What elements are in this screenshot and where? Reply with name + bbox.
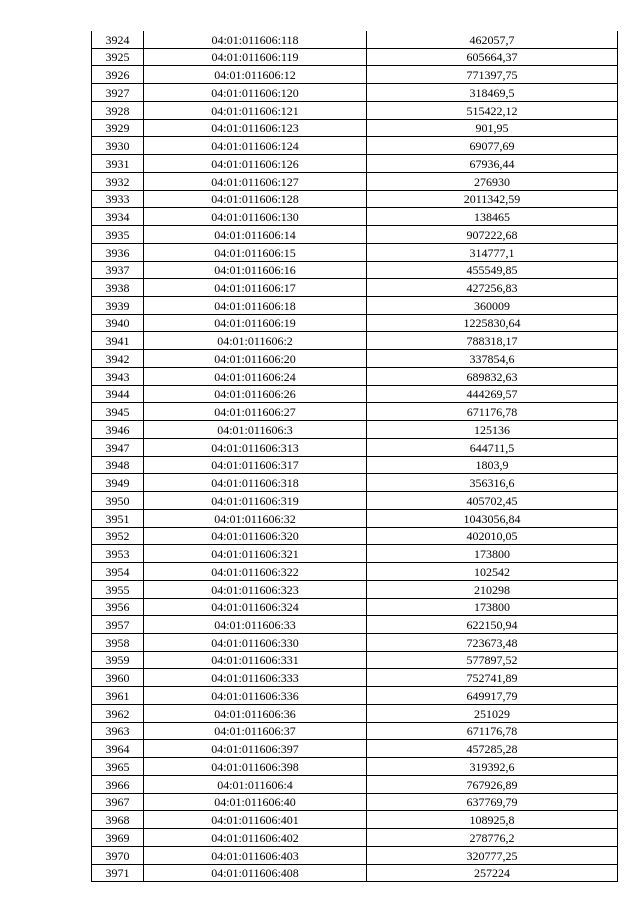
row-number-cell: 3960: [92, 669, 144, 687]
row-number-cell: 3943: [92, 367, 144, 385]
cadastral-value-cell: 102542: [367, 563, 618, 581]
row-number-cell: 3961: [92, 687, 144, 705]
cadastral-number-cell: 04:01:011606:126: [144, 155, 367, 173]
row-number-cell: 3938: [92, 279, 144, 297]
cadastral-value-cell: 577897,52: [367, 651, 618, 669]
table-row: [92, 492, 618, 510]
cadastral-value-cell: 405702,45: [367, 492, 618, 510]
row-number-cell: 3949: [92, 474, 144, 492]
table-row: [92, 119, 618, 137]
cadastral-value-table: [91, 31, 618, 882]
cadastral-value-cell: 901,95: [367, 119, 618, 137]
cadastral-value-cell: 752741,89: [367, 669, 618, 687]
table-row: [92, 421, 618, 439]
table-row: [92, 474, 618, 492]
cadastral-number-cell: 04:01:011606:20: [144, 350, 367, 368]
cadastral-value-cell: 2011342,59: [367, 190, 618, 208]
table-row: [92, 616, 618, 634]
row-number-cell: 3966: [92, 775, 144, 793]
row-number-cell: 3926: [92, 66, 144, 84]
row-number-cell: 3963: [92, 722, 144, 740]
cadastral-number-cell: 04:01:011606:397: [144, 740, 367, 758]
cadastral-value-cell: 1803,9: [367, 456, 618, 474]
row-number-cell: 3971: [92, 864, 144, 882]
table-row: [92, 722, 618, 740]
row-number-cell: 3951: [92, 509, 144, 527]
cadastral-number-cell: 04:01:011606:319: [144, 492, 367, 510]
table-row: [92, 456, 618, 474]
cadastral-value-cell: 457285,28: [367, 740, 618, 758]
table-row: [92, 190, 618, 208]
cadastral-number-cell: 04:01:011606:331: [144, 651, 367, 669]
row-number-cell: 3931: [92, 155, 144, 173]
table-row: [92, 811, 618, 829]
cadastral-number-cell: 04:01:011606:18: [144, 297, 367, 315]
cadastral-value-cell: 723673,48: [367, 633, 618, 651]
table-row: [92, 31, 618, 48]
cadastral-number-cell: 04:01:011606:402: [144, 829, 367, 847]
row-number-cell: 3965: [92, 758, 144, 776]
table-row: [92, 580, 618, 598]
cadastral-number-cell: 04:01:011606:24: [144, 367, 367, 385]
table-row: [92, 297, 618, 315]
cadastral-number-cell: 04:01:011606:408: [144, 864, 367, 882]
cadastral-value-cell: 455549,85: [367, 261, 618, 279]
table-row: [92, 332, 618, 350]
table-row: [92, 598, 618, 616]
cadastral-value-cell: 125136: [367, 421, 618, 439]
cadastral-value-cell: 1043056,84: [367, 509, 618, 527]
table-row: [92, 367, 618, 385]
cadastral-number-cell: 04:01:011606:14: [144, 226, 367, 244]
table-row: [92, 527, 618, 545]
row-number-cell: 3936: [92, 243, 144, 261]
table-body: [92, 31, 618, 882]
cadastral-value-cell: 319392,6: [367, 758, 618, 776]
table-row: [92, 669, 618, 687]
cadastral-value-cell: 767926,89: [367, 775, 618, 793]
cadastral-number-cell: 04:01:011606:17: [144, 279, 367, 297]
cadastral-value-cell: 173800: [367, 598, 618, 616]
cadastral-value-cell: 67936,44: [367, 155, 618, 173]
cadastral-number-cell: 04:01:011606:333: [144, 669, 367, 687]
cadastral-number-cell: 04:01:011606:32: [144, 509, 367, 527]
row-number-cell: 3934: [92, 208, 144, 226]
cadastral-value-cell: 108925,8: [367, 811, 618, 829]
cadastral-number-cell: 04:01:011606:16: [144, 261, 367, 279]
cadastral-value-cell: 462057,7: [367, 31, 618, 48]
table-row: [92, 155, 618, 173]
cadastral-number-cell: 04:01:011606:3: [144, 421, 367, 439]
table-row: [92, 864, 618, 882]
cadastral-value-cell: 337854,6: [367, 350, 618, 368]
cadastral-number-cell: 04:01:011606:33: [144, 616, 367, 634]
table-row: [92, 350, 618, 368]
row-number-cell: 3927: [92, 84, 144, 102]
table-row: [92, 758, 618, 776]
cadastral-value-cell: 649917,79: [367, 687, 618, 705]
cadastral-number-cell: 04:01:011606:119: [144, 48, 367, 66]
cadastral-value-cell: 605664,37: [367, 48, 618, 66]
row-number-cell: 3939: [92, 297, 144, 315]
cadastral-value-cell: 444269,57: [367, 385, 618, 403]
cadastral-value-cell: 356316,6: [367, 474, 618, 492]
cadastral-number-cell: 04:01:011606:336: [144, 687, 367, 705]
cadastral-number-cell: 04:01:011606:121: [144, 101, 367, 119]
cadastral-value-cell: 689832,63: [367, 367, 618, 385]
row-number-cell: 3925: [92, 48, 144, 66]
row-number-cell: 3930: [92, 137, 144, 155]
table-row: [92, 846, 618, 864]
row-number-cell: 3953: [92, 545, 144, 563]
cadastral-value-cell: 788318,17: [367, 332, 618, 350]
cadastral-number-cell: 04:01:011606:12: [144, 66, 367, 84]
table-row: [92, 279, 618, 297]
table-row: [92, 704, 618, 722]
cadastral-value-cell: 251029: [367, 704, 618, 722]
cadastral-number-cell: 04:01:011606:313: [144, 438, 367, 456]
cadastral-value-cell: 637769,79: [367, 793, 618, 811]
cadastral-number-cell: 04:01:011606:120: [144, 84, 367, 102]
row-number-cell: 3942: [92, 350, 144, 368]
table-row: [92, 687, 618, 705]
cadastral-value-cell: 1225830,64: [367, 314, 618, 332]
cadastral-number-cell: 04:01:011606:36: [144, 704, 367, 722]
cadastral-value-cell: 515422,12: [367, 101, 618, 119]
row-number-cell: 3964: [92, 740, 144, 758]
table-row: [92, 633, 618, 651]
cadastral-value-cell: 622150,94: [367, 616, 618, 634]
cadastral-value-cell: 276930: [367, 172, 618, 190]
cadastral-number-cell: 04:01:011606:2: [144, 332, 367, 350]
table-row: [92, 101, 618, 119]
cadastral-value-cell: 402010,05: [367, 527, 618, 545]
cadastral-value-cell: 907222,68: [367, 226, 618, 244]
table-row: [92, 172, 618, 190]
row-number-cell: 3958: [92, 633, 144, 651]
cadastral-number-cell: 04:01:011606:398: [144, 758, 367, 776]
row-number-cell: 3959: [92, 651, 144, 669]
row-number-cell: 3954: [92, 563, 144, 581]
cadastral-number-cell: 04:01:011606:19: [144, 314, 367, 332]
cadastral-number-cell: 04:01:011606:320: [144, 527, 367, 545]
row-number-cell: 3947: [92, 438, 144, 456]
row-number-cell: 3957: [92, 616, 144, 634]
cadastral-value-cell: 671176,78: [367, 722, 618, 740]
cadastral-value-cell: 173800: [367, 545, 618, 563]
cadastral-value-cell: 278776,2: [367, 829, 618, 847]
table-row: [92, 208, 618, 226]
cadastral-value-cell: 427256,83: [367, 279, 618, 297]
table-row: [92, 829, 618, 847]
row-number-cell: 3952: [92, 527, 144, 545]
cadastral-number-cell: 04:01:011606:37: [144, 722, 367, 740]
row-number-cell: 3929: [92, 119, 144, 137]
row-number-cell: 3944: [92, 385, 144, 403]
cadastral-number-cell: 04:01:011606:318: [144, 474, 367, 492]
row-number-cell: 3946: [92, 421, 144, 439]
table-row: [92, 403, 618, 421]
cadastral-number-cell: 04:01:011606:321: [144, 545, 367, 563]
cadastral-value-cell: 771397,75: [367, 66, 618, 84]
cadastral-number-cell: 04:01:011606:323: [144, 580, 367, 598]
row-number-cell: 3924: [92, 31, 144, 48]
cadastral-value-cell: 671176,78: [367, 403, 618, 421]
row-number-cell: 3969: [92, 829, 144, 847]
table-row: [92, 509, 618, 527]
cadastral-number-cell: 04:01:011606:128: [144, 190, 367, 208]
cadastral-value-cell: 314777,1: [367, 243, 618, 261]
cadastral-value-cell: 257224: [367, 864, 618, 882]
cadastral-value-cell: 320777,25: [367, 846, 618, 864]
table-row: [92, 243, 618, 261]
cadastral-number-cell: 04:01:011606:27: [144, 403, 367, 421]
table-row: [92, 226, 618, 244]
row-number-cell: 3945: [92, 403, 144, 421]
cadastral-value-cell: 210298: [367, 580, 618, 598]
row-number-cell: 3950: [92, 492, 144, 510]
table-row: [92, 84, 618, 102]
row-number-cell: 3955: [92, 580, 144, 598]
row-number-cell: 3940: [92, 314, 144, 332]
cadastral-number-cell: 04:01:011606:330: [144, 633, 367, 651]
table-row: [92, 740, 618, 758]
cadastral-number-cell: 04:01:011606:322: [144, 563, 367, 581]
row-number-cell: 3932: [92, 172, 144, 190]
cadastral-number-cell: 04:01:011606:130: [144, 208, 367, 226]
cadastral-value-cell: 69077,69: [367, 137, 618, 155]
cadastral-value-table-container: [91, 31, 617, 882]
table-row: [92, 651, 618, 669]
cadastral-number-cell: 04:01:011606:15: [144, 243, 367, 261]
cadastral-value-cell: 138465: [367, 208, 618, 226]
table-row: [92, 48, 618, 66]
cadastral-number-cell: 04:01:011606:403: [144, 846, 367, 864]
cadastral-number-cell: 04:01:011606:123: [144, 119, 367, 137]
cadastral-number-cell: 04:01:011606:124: [144, 137, 367, 155]
table-row: [92, 438, 618, 456]
row-number-cell: 3962: [92, 704, 144, 722]
cadastral-number-cell: 04:01:011606:317: [144, 456, 367, 474]
table-row: [92, 793, 618, 811]
row-number-cell: 3967: [92, 793, 144, 811]
cadastral-number-cell: 04:01:011606:40: [144, 793, 367, 811]
row-number-cell: 3970: [92, 846, 144, 864]
cadastral-number-cell: 04:01:011606:324: [144, 598, 367, 616]
table-row: [92, 137, 618, 155]
table-row: [92, 66, 618, 84]
table-row: [92, 385, 618, 403]
table-row: [92, 314, 618, 332]
row-number-cell: 3928: [92, 101, 144, 119]
cadastral-value-cell: 644711,5: [367, 438, 618, 456]
table-row: [92, 261, 618, 279]
row-number-cell: 3933: [92, 190, 144, 208]
row-number-cell: 3941: [92, 332, 144, 350]
cadastral-number-cell: 04:01:011606:127: [144, 172, 367, 190]
cadastral-number-cell: 04:01:011606:26: [144, 385, 367, 403]
cadastral-number-cell: 04:01:011606:4: [144, 775, 367, 793]
table-row: [92, 563, 618, 581]
table-row: [92, 545, 618, 563]
cadastral-value-cell: 360009: [367, 297, 618, 315]
row-number-cell: 3937: [92, 261, 144, 279]
cadastral-number-cell: 04:01:011606:118: [144, 31, 367, 48]
row-number-cell: 3968: [92, 811, 144, 829]
table-row: [92, 775, 618, 793]
cadastral-number-cell: 04:01:011606:401: [144, 811, 367, 829]
cadastral-value-cell: 318469,5: [367, 84, 618, 102]
row-number-cell: 3948: [92, 456, 144, 474]
row-number-cell: 3956: [92, 598, 144, 616]
row-number-cell: 3935: [92, 226, 144, 244]
